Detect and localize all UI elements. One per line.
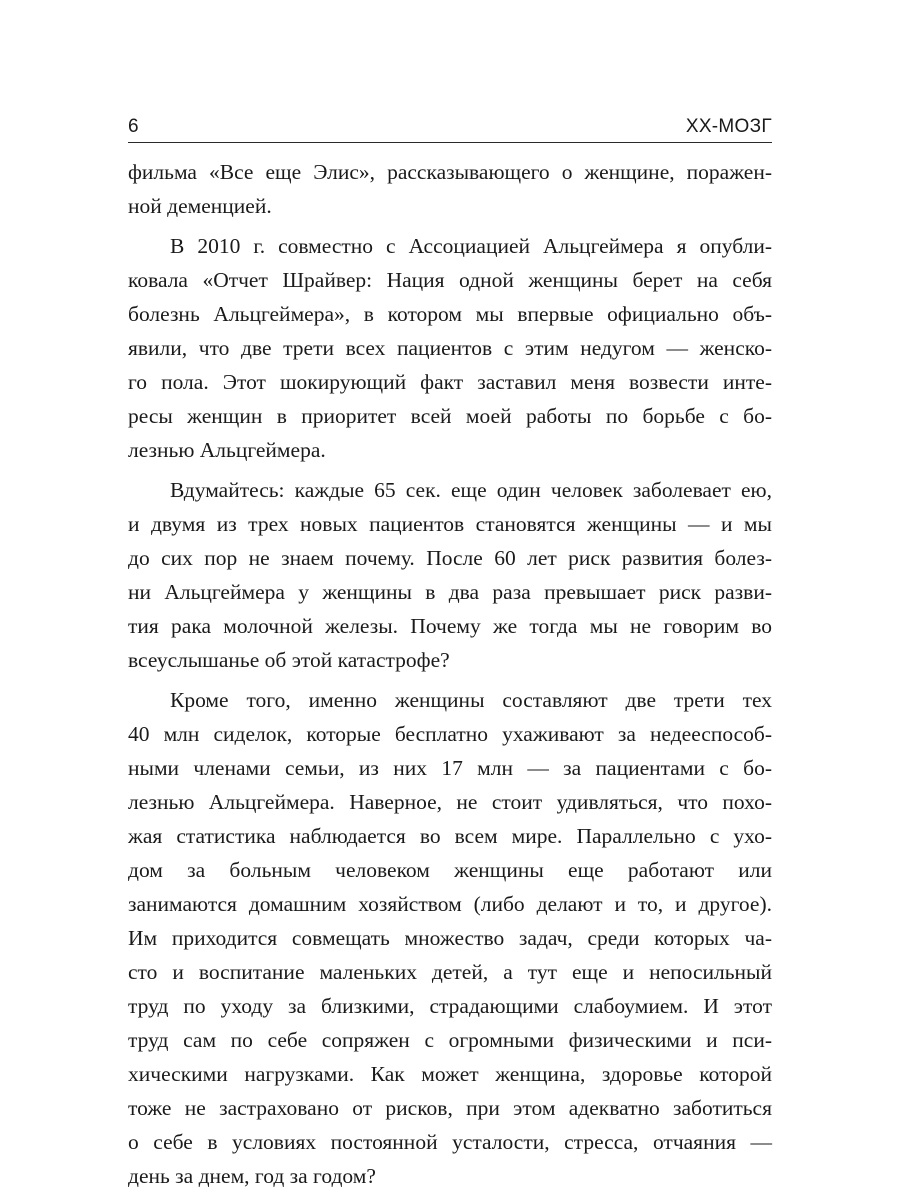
paragraph [128,473,772,677]
running-head [128,114,772,142]
text-line: и двумя из трех новых пациентов становятся женщины — и мы [128,512,772,536]
text-line: до сих пор не знаем почему. После 60 лет риск развития болез- [128,546,772,570]
text-line: Вдумайтесь: каждые 65 сек. еще один человек заболевает ею, [170,478,772,502]
text-line: В 2010 г. совместно с Ассоциацией Альцгеймера я опубли- [170,234,772,258]
text-line: ковала «Отчет Шрайвер: Нация одной женщины берет на себя [128,268,772,292]
body-text [128,155,772,1193]
running-head-title: XX-МОЗГ [685,116,772,137]
paragraph [128,683,772,1193]
text-line: сто и воспитание маленьких детей, а тут еще и непосильный [128,960,772,984]
text-line: тоже не застраховано от рисков, при этом адекватно заботиться [128,1096,772,1120]
text-line: фильма «Все еще Элис», рассказывающего о женщине, поражен- [128,160,772,184]
paragraph [128,155,772,223]
text-line: го пола. Этот шокирующий факт заставил меня возвести инте- [128,370,772,394]
page-number: 6 [128,116,139,137]
text-line: ресы женщин в приоритет всей моей работы по борьбе с бо- [128,404,772,428]
text-line: труд по уходу за близкими, страдающими слабоумием. И этот [128,994,772,1018]
text-line: Им приходится совмещать множество задач, среди которых ча- [128,926,772,950]
text-line: 40 млн сиделок, которые бесплатно ухаживают за недееспособ- [128,722,772,746]
text-line: лезнью Альцгеймера. Наверное, не стоит удивляться, что похо- [128,790,772,814]
text-line: болезнь Альцгеймера», в котором мы впервые официально объ- [128,302,772,326]
text-line: лезнью Альцгеймера. [128,438,326,462]
text-line: тия рака молочной железы. Почему же тогда мы не говорим во [128,614,772,638]
text-line: ни Альцгеймера у женщины в два раза превышает риск разви- [128,580,772,604]
text-line: жая статистика наблюдается во всем мире. Параллельно с ухо- [128,824,772,848]
header-rule [128,142,772,143]
text-line: хическими нагрузками. Как может женщина, здоровье которой [128,1062,772,1086]
text-line: явили, что две трети всех пациентов с этим недугом — женско- [128,336,772,360]
text-line: ными членами семьи, из них 17 млн — за пациентами с бо- [128,756,772,780]
text-line: всеуслышанье об этой катастрофе? [128,648,450,672]
text-line: занимаются домашним хозяйством (либо делают и то, и другое). [128,892,772,916]
text-line: Кроме того, именно женщины составляют две трети тех [170,688,772,712]
text-line: труд сам по себе сопряжен с огромными физическими и пси- [128,1028,772,1052]
text-line: о себе в условиях постоянной усталости, стресса, отчаяния — [128,1130,772,1154]
paragraph [128,229,772,467]
text-line: дом за больным человеком женщины еще работают или [128,858,772,882]
text-line: день за днем, год за годом? [128,1164,376,1188]
text-line: ной деменцией. [128,194,272,218]
